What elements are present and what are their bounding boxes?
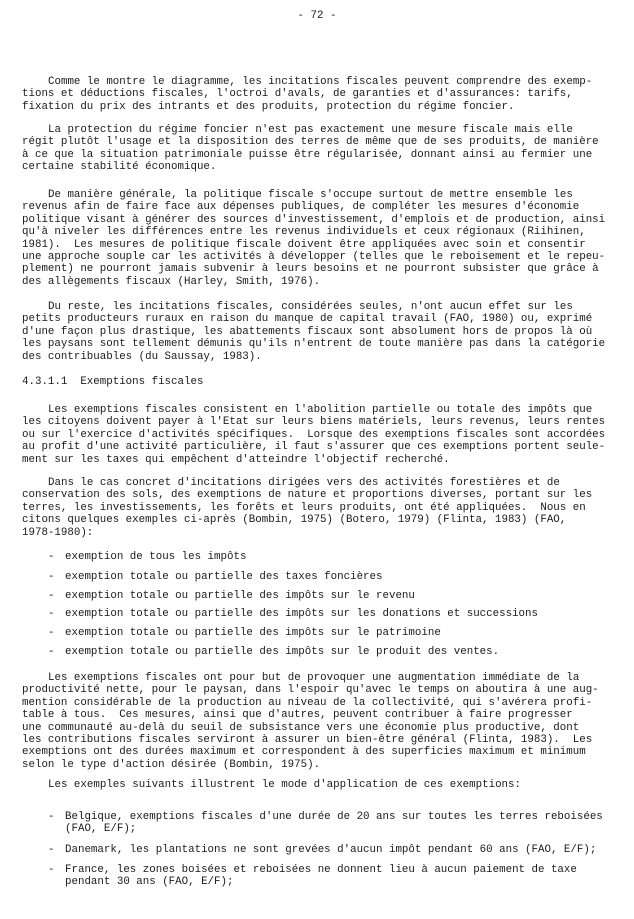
- section-heading-block: [22, 376, 622, 388]
- paragraph: [22, 672, 622, 771]
- bullet-dash: -: [48, 646, 55, 658]
- list-item-text: [65, 571, 382, 583]
- text-line: exemptions ont des durées maximum et correspondent à des superficies maximum et minimum: [22, 746, 586, 759]
- paragraph: [22, 477, 622, 539]
- paragraph: [22, 404, 622, 466]
- bullet-dash: -: [48, 844, 55, 856]
- text-line: De manière générale, la politique fiscale s'occupe surtout de mettre ensemble les: [48, 189, 573, 201]
- text-line: politique visant à générer des sources d'investissement, d'emplois et de production, ainsi: [22, 213, 606, 226]
- text-line: des contribuables (du Saussay, 1983).: [22, 350, 262, 363]
- bullet-dash: -: [48, 551, 55, 563]
- text-line: petits producteurs ruraux en raison du manque de capital travail (FAO, 1980) ou, exprimé: [22, 313, 593, 326]
- text-line: exemption totale ou partielle des taxes foncières: [65, 571, 383, 583]
- text-line: terres, les investissements, les forêts et leurs produits, ont été appliquées. Nous en: [22, 501, 586, 514]
- text-line: Les exemptions fiscales consistent en l'abolition partielle ou totale des impôts que: [48, 404, 593, 416]
- page-number: - 72 -: [297, 10, 337, 22]
- text-line: 1978-1980):: [22, 526, 94, 539]
- text-line: exemption totale ou partielle des impôts sur le produit des ventes.: [65, 646, 500, 658]
- text-line: les contributions fiscales serviront à assurer un bien-être général (Flinta, 1983). Les: [22, 733, 593, 746]
- text-line: mention considérable de la production au niveau de la collectivité, qui s'avérera profi-: [22, 696, 593, 709]
- text-line: La protection du régime foncier n'est pas exactement une mesure fiscale mais elle: [48, 124, 573, 136]
- text-line: selon le type d'action désirée (Bombin, 1975).: [22, 758, 321, 771]
- paragraph: [22, 779, 622, 791]
- text-line: au profit d'une activité particulière, il faut s'assurer que ces exemptions portent seule-: [22, 441, 606, 454]
- bullet-dash: -: [48, 627, 55, 639]
- paragraph: [22, 189, 622, 288]
- text-line: fixation du prix des intrants et des produits, protection du régime foncier.: [22, 100, 515, 113]
- text-line: plement) ne pourront jamais subvenir à leurs besoins et ne pourront subsister que grâce à: [22, 263, 599, 276]
- text-line: les paysans sont tellement démunis qu'ils n'entrent de toute manière pas dans la catégorie: [22, 338, 606, 351]
- bullet-dash: -: [48, 571, 55, 583]
- bullet-dash: -: [48, 864, 55, 876]
- text-line: exemption totale ou partielle des impôts sur le revenu: [65, 590, 415, 602]
- text-line: Belgique, exemptions fiscales d'une durée de 20 ans sur toutes les terres reboisées: [65, 811, 603, 823]
- text-line: France, les zones boisées et reboisées ne donnent lieu à aucun paiement de taxe: [65, 864, 577, 876]
- text-line: à ce que la situation patrimoniale puisse être régularisée, donnant ainsi au fermier une: [22, 148, 593, 161]
- text-line: Danemark, les plantations ne sont grevées d'aucun impôt pendant 60 ans (FAO, E/F);: [65, 844, 597, 856]
- paragraph: [22, 76, 622, 113]
- text-line: Du reste, les incitations fiscales, considérées seules, n'ont aucun effet sur les: [48, 301, 573, 313]
- text-line: des allègements fiscaux (Harley, Smith, 1976).: [22, 275, 321, 288]
- list-item-text: [65, 608, 538, 620]
- list-item-text: [65, 646, 499, 658]
- text-line: certaine stabilité économique.: [22, 161, 217, 174]
- bullet-dash: -: [48, 590, 55, 602]
- text-line: qu'à niveler les différences entre les revenus individuels et ceux régionaux (Riihinen,: [22, 226, 586, 239]
- section-heading: 4.3.1.1 Exemptions fiscales: [22, 376, 204, 388]
- text-line: table à tous. Ces mesures, ainsi que d'autres, peuvent contribuer à faire progresser: [22, 709, 573, 722]
- text-line: ou sur l'exercice d'activités spécifiques. Lorsque des exemptions fiscales sont accordées: [22, 428, 606, 441]
- text-line: citons quelques exemples ci-après (Bombin, 1975) (Botero, 1979) (Flinta, 1983) (FAO,: [22, 514, 567, 527]
- text-line: pendant 30 ans (FAO, E/F);: [65, 876, 234, 889]
- paragraph: [22, 301, 622, 363]
- text-line: exemption totale ou partielle des impôts sur le patrimoine: [65, 627, 441, 639]
- text-line: d'une façon plus drastique, les abattements fiscaux sont absolument hors de propos là où: [22, 325, 593, 338]
- bullet-dash: -: [48, 811, 55, 823]
- text-line: Les exemptions fiscales ont pour but de provoquer une augmentation immédiate de la: [48, 672, 580, 684]
- list-item-text: [65, 551, 246, 563]
- text-line: Dans le cas concret d'incitations dirigées vers des activités forestières et de: [48, 477, 560, 489]
- text-line: conservation des sols, des exemptions de nature et proportions diverses, portant sur les: [22, 489, 593, 502]
- text-line: 1981). Les mesures de politique fiscale doivent être appliquées avec soin et consentir: [22, 238, 586, 251]
- text-line: tions et déductions fiscales, l'octroi d'avals, de garanties et d'assurances: tarifs,: [22, 88, 573, 101]
- list-item-text: [65, 590, 415, 602]
- list-item-text: [65, 864, 577, 889]
- text-line: ment sur les taxes qui empêchent d'atteindre l'objectif recherché.: [22, 453, 450, 466]
- bullet-dash: -: [48, 608, 55, 620]
- text-line: régit plutôt l'usage et la disposition des terres de même que de ses produits, de manière: [22, 136, 599, 149]
- paragraph: [22, 124, 622, 174]
- text-line: Comme le montre le diagramme, les incitations fiscales peuvent comprendre des exemp-: [48, 76, 593, 88]
- text-line: une approche souple car les activités à développer (telles que le reboisement et le repeu-: [22, 250, 606, 263]
- text-line: exemption totale ou partielle des impôts sur les donations et successions: [65, 608, 538, 620]
- text-line: Les exemples suivants illustrent le mode d'application de ces exemptions:: [48, 779, 521, 791]
- text-line: une communauté au-delà du seuil de subsistance vers une économie plus productive, dont: [22, 721, 580, 734]
- text-line: revenus afin de faire face aux dépenses publiques, de compléter les mesures d'économie: [22, 201, 580, 214]
- text-line: (FAO, E/F);: [65, 823, 137, 836]
- text-line: les citoyens doivent payer à l'Etat sur leurs biens matériels, leurs revenus, leurs rentes: [22, 416, 606, 429]
- list-item-text: [65, 627, 441, 639]
- list-item-text: [65, 811, 603, 836]
- list-item-text: [65, 844, 596, 856]
- text-line: exemption de tous les impôts: [65, 551, 247, 563]
- text-line: productivité nette, pour le paysan, dans l'espoir qu'avec le temps on aboutira à une aug-: [22, 684, 599, 697]
